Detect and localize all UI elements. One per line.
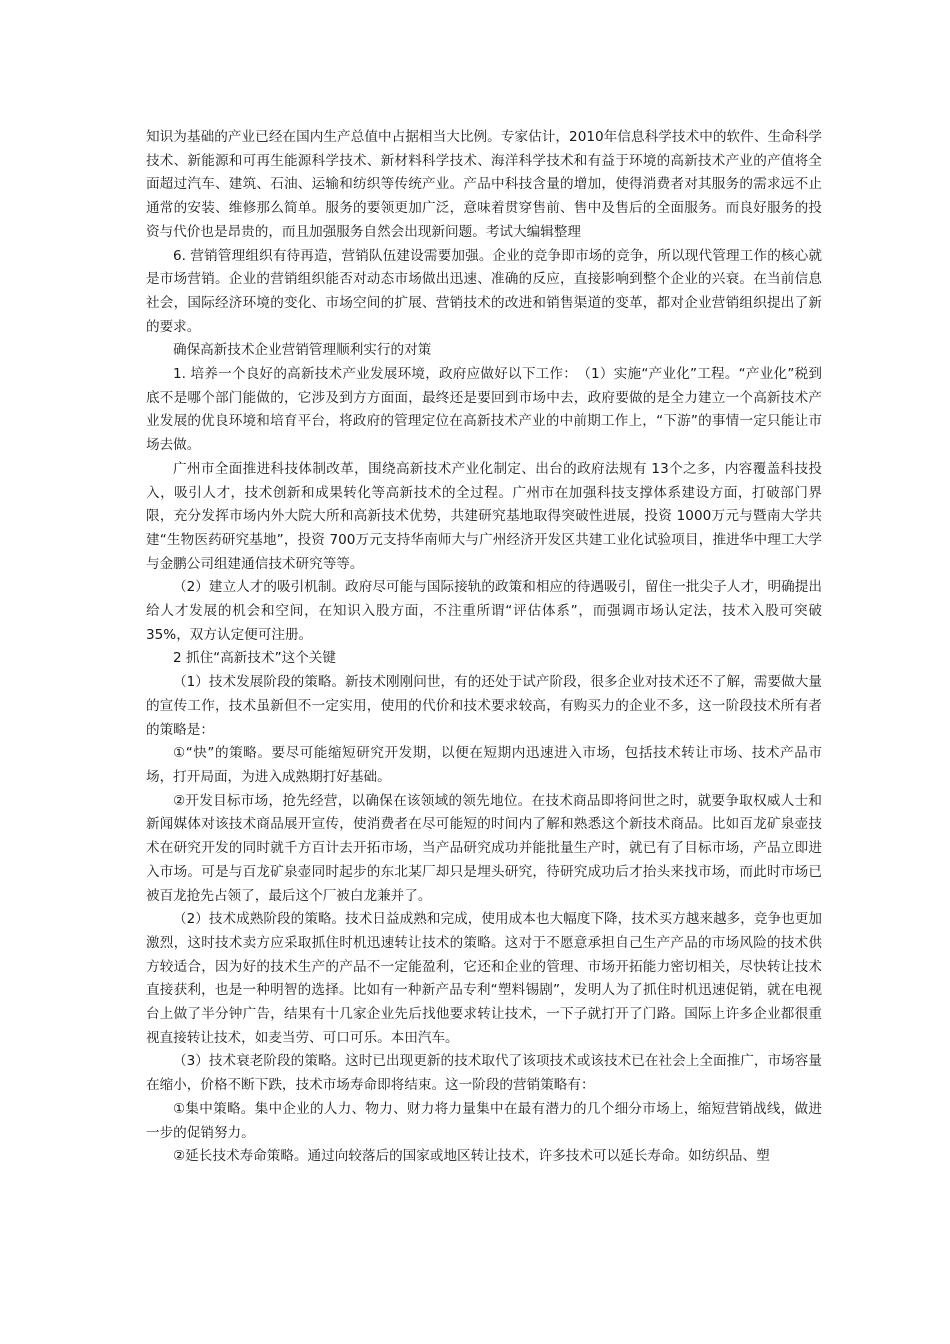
paragraph-decline-stage: （3）技术衰老阶段的策略。这时已出现更新的技术取代了该项技术或该技术已在社会上全面推广，市场容量在缩小，价格不断下跌，技术市场寿命即将结束。这一阶段的营销策略有： <box>146 1053 822 1094</box>
document-body <box>146 126 822 1169</box>
paragraph-mature-stage: （2）技术成熟阶段的策略。技术日益成熟和完成，使用成本也大幅度下降，技术买方越来越多，竞争也更加激烈，这时技术卖方应采取抓住时机迅速转让技术的策略。这对于不愿意承担自己生产产品的市场风险的技术供方较适合，因为好的技术生产的产品不一定能盈利，它还和企业的管理、市场开拓能力密切相关，尽快转让技术直接获利，也是一种明智的选择。比如有一种新产品专利“塑料锡剧”，发明人为了抓住时机迅速促销，就在电视台上做了半分钟广告，结果有十几家企业先后找他要求转让技术，一下子就打开了门路。国际上许多企业都很重视直接转让技术，如麦当劳、可口可乐。本田汽车。 <box>146 911 822 1046</box>
paragraph-industry-environment: 1. 培养一个良好的高新技术产业发展环境，政府应做好以下工作： （1）实施“产业化”工程。“产业化”税到底不是哪个部门能做的，它涉及到方方面面，最终还是要回到市场中去，政府要做的是全力建立一个高新技术产业发展的优良环境和培育平台，将政府的管理定位在高新技术产业的中前期工作上，“下游”的事情一定只能让市场去做。 <box>146 366 822 454</box>
paragraph-target-market: ②开发目标市场，抢先经营，以确保在该领域的领先地位。在技术商品即将问世之时，就要争取权威人士和新闻媒体对该技术商品展开宣传，使消费者在尽可能短的时间内了解和熟悉这个新技术商品。比如百龙矿泉壶技术在研究开发的同时就千方百计去开拓市场，当产品研究成功并能批量生产时，就已有了目标市场，产品立即进入市场。可是与百龙矿泉壶同时起步的东北某厂却只是埋头研究，待研究成功后才抬头来找市场，而此时市场已被百龙抢先占领了，最后这个厂被白龙兼并了。 <box>146 792 822 904</box>
paragraph-development-stage: （1）技术发展阶段的策略。新技术刚刚问世，有的还处于试产阶段，很多企业对技术还不了解，需要做大量的宣传工作，技术虽新但不一定实用，使用的代价和技术要求较高，有购买力的企业不多，这一阶段技术所有者的策略是： <box>146 674 822 738</box>
section-heading-key-technology: 2 抓住“高新技术”这个关键 <box>173 650 336 667</box>
paragraph-talent-mechanism: （2）建立人才的吸引机制。政府尽可能与国际接轨的政策和相应的待遇吸引，留住一批尖子人才，明确提出给人才发展的机会和空间，在知识入股方面，不注重所谓“评估体系”，而强调市场认定法，技术入股可突破 35%，双方认定便可注册。 <box>146 579 822 643</box>
paragraph-marketing-organization: 6. 营销管理组织有待再造，营销队伍建设需要加强。企业的竞争即市场的竞争，所以现代管理工作的核心就是市场营销。企业的营销组织能否对动态市场做出迅速、准确的反应，直接影响到整个企业的兴衰。在当前信息社会，国际经济环境的变化、市场空间的扩展、营销技术的改进和销售渠道的变革，都对企业营销组织提出了新的要求。 <box>146 247 822 335</box>
paragraph-concentration-strategy: ①集中策略。集中企业的人力、物力、财力将力量集中在最有潜力的几个细分市场上，缩短营销战线，做进一步的促销努力。 <box>146 1100 822 1141</box>
paragraph-extend-lifecycle: ②延长技术寿命策略。通过向较落后的国家或地区转让技术，许多技术可以延长寿命。如纺织品、塑 <box>173 1148 770 1165</box>
paragraph-fast-strategy: ①“快”的策略。要尽可能缩短研究开发期，以便在短期内迅速进入市场，包括技术转让市场、技术产品市场，打开局面，为进入成熟期打好基础。 <box>146 745 822 785</box>
section-heading-countermeasures: 确保高新技术企业营销管理顺利实行的对策 <box>173 342 432 359</box>
paragraph-service-demand: 知识为基础的产业已经在国内生产总值中占据相当大比例。专家估计，2010年信息科学技术中的软件、生命科学技术、新能源和可再生能源科学技术、新材料科学技术、海洋科学技术和有益于环境的高新技术产业的产值将全面超过汽车、建筑、石油、运输和纺织等传统产业。产品中科技含量的增加，使得消费者对其服务的需求远不止通常的安装、维修那么简单。服务的要领更加广泛，意味着贯穿售前、售中及售后的全面服务。而良好服务的投资与代价也是昂贵的，而且加强服务自然会出现新问题。考试大编辑整理 <box>146 129 822 240</box>
paragraph-guangzhou-reform: 广州市全面推进科技体制改革，围绕高新技术产业化制定、出台的政府法规有 13个之多，内容覆盖科技投入，吸引人才，技术创新和成果转化等高新技术的全过程。广州市在加强科技支撑体系建设方面，打破部门界限，充分发挥市场内外大院大所和高新技术优势，共建研究基地取得突破性进展，投资 1000万元与暨南大学共建“生物医药研究基地”，投资 700万元支持华南师大与广州经济开发区共建工业化试验项目，推进华中理工大学与金鹏公司组建通信技术研究等等。 <box>146 460 822 572</box>
